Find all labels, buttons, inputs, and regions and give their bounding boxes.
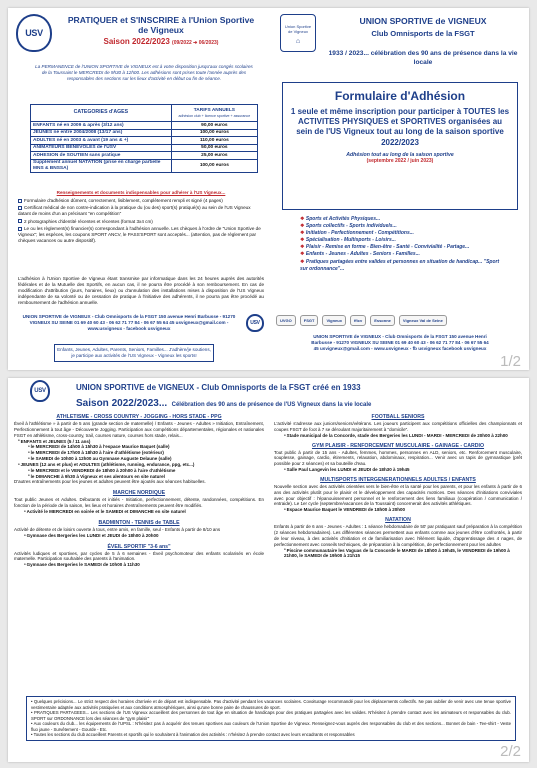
- note-text: Aux couleurs du club... les équipements de l'UPSL : N'hésitez pas à acquérir des tenues sportives aux couleurs de l'Union Sportive de Vigneux. Renseignez-vous auprès des responsables du club et des sections... Bonnet de bain - Tee-shirt - Veste fluo jaune - Survêtement - Gourde - Etc.: [31, 721, 511, 732]
- note-item: [31, 699, 511, 710]
- badminton-slot: ● Gymnase des Bergeries les LUNDI et JEUDI de 18h00 à 20h00: [24, 533, 264, 539]
- form-box: [282, 82, 518, 210]
- multisports-title: MULTISPORTS INTERGENERATIONNELS ADULTES / ENFANTS: [320, 476, 476, 483]
- natation-title: NATATION: [385, 517, 411, 524]
- athletics-text: Éveil à l'athlétisme » à partir de 5 ans (grande section de maternelle) / Enfants - Jeunes - Adultes » Initiation, Entraînement, Perfectionnement à tout âge - Découverte Jogging. Participation aux compétitions départementales, régionales et nationales FSGT en athlétisme, cross-country, trail, courses nature, courses hors stade, relais...: [14, 421, 264, 438]
- right-header: [328, 16, 518, 38]
- p2-season-line: [76, 393, 516, 411]
- activity-item: ❖ Initiation - Perfectionnement - Compétitions...: [300, 230, 500, 237]
- address-right: UNION SPORTIVE de VIGNEUX - Club Omnisports de la FSGT 150 avenue Henri Barbusse - 91270 VIGNEUX SU SEINE 01 69 40 60 43 - 06 62 71 77 84 - 06 67 55 64 45 usvigneux@gmail.com - www.usvigneux - fb usvigneux facebook usvigneux: [311, 334, 489, 351]
- form-note: Adhésion tout au long de la saison sportive: [346, 151, 454, 158]
- athletics-slot: ● le DIMANCHE à 9h30 à Vigneux et ses alentours en site naturel: [28, 474, 264, 480]
- doc-item-text: Le ou les règlement(s) financier(s) correspondant à l'adhésion annuelle. Les chèques à l'ordre de "Union Sportive de Vigneux"; les espèces, les coupons SPORT ANCV, le PASS'SPORT sont acceptés... (attention, pas de règlement par chèques vacances ou autre dispositif).: [18, 225, 261, 243]
- left-season: Saison 2022/2023 (09/2022 ➔ 06/2023): [103, 36, 219, 46]
- note-text: Quelques précisions... Le strict respect des horaires d'arrivée et de départ est indispensable. Pas d'activité pendant les vacances scolaires. Covoiturage recommandé pour les déplacements collectifs. Ne pas oublier de venir avec une tenue sportive vestimentaire adaptée aux activités pratiquées et aux conditions atmosphériques, ainsi qu'une bonne paire de chaussures de sport.: [31, 699, 512, 710]
- p2-header: [76, 383, 516, 411]
- athletics-slot: ● le SAMEDI de 10h00 à 12h00 au Gymnase Auguste Delaune (salle): [28, 456, 264, 462]
- page-2: [8, 378, 529, 762]
- doc-item-text: Formulaire d'adhésion dûment, correctement, lisiblement, complètement rempli et signé (4 pages): [24, 197, 223, 203]
- eveil-title: ÉVEIL SPORTIF "3-6 ans": [107, 543, 171, 550]
- activity-item: ❖ Pratiques partagées entre valides et personnes en situation de handicap... "Sport sur ordonnance"...: [300, 259, 500, 273]
- doc-item: [18, 219, 264, 225]
- table-row: [31, 129, 258, 137]
- doc-item-text: Certificat médical de non contre-indication à la pratique du (ou des) sport(s) pratiqué(s) au sein de l'US Vigneux datant de moins d'un an précisant "en compétition": [18, 205, 251, 217]
- table-row: [31, 152, 258, 160]
- table-row: [31, 122, 258, 130]
- football-slot: ● Stade municipal de la Concorde, stade des Bergeries les LUNDI - MARDI - MERCREDI de 20h00 à 22h00: [284, 433, 522, 439]
- tarif-category: ADULTES né en 2003 & avant (19 ans & +): [31, 137, 172, 145]
- docs-section: [18, 190, 264, 245]
- footer-small-box: Enfants, Jeunes, Adultes, Parents, Seniors, Familles... J'adhère/je soutiens, je participe aux activités de l'US Vigneux - Vigneux les sports!: [54, 344, 214, 362]
- natation-slot: ● Piscine communautaire les Vaguas de la Concorde le MARDI de 18h00 à 19h45, le VENDREDI de 19h00 à 21h00, le SAMEDI de 19h00 à 21h15: [284, 548, 522, 560]
- athletics-kids: ● ENFANTS et JEUNES (5 / 11 ans): [18, 439, 264, 445]
- left-header: [66, 16, 256, 46]
- checkbox-icon[interactable]: [18, 199, 22, 203]
- page-1: [8, 8, 529, 370]
- tarif-price: 90,00 euros: [171, 122, 257, 130]
- tarifs-table: [30, 104, 258, 173]
- note-item: [31, 721, 511, 732]
- gym-slot: ● Salle Paul Langevin les LUNDI et JEUDI de 18h30 à 19h45: [284, 467, 522, 473]
- eveil-text: Activités ludiques et sportives, par cycles de 5 à 6 semaines - Éveil psychomoteur des enfants scolarisés en école maternelle. Participation souhaitée des parents à l'animation.: [14, 550, 264, 562]
- p2-season: Saison 2022/2023...: [76, 398, 168, 409]
- gym-title: GYM PLAISIR - RENFORCEMENT MUSCULAIRE - GAINAGE - CARDIO: [311, 442, 485, 449]
- anniversary-text: 1933 / 2023... célébration des 90 ans de présence dans la vie locale: [328, 50, 518, 66]
- usv-logo-p2: USV: [30, 380, 50, 402]
- table-row: [31, 159, 258, 172]
- activity-item: ❖ Plaisir - Remise en forme - Bien-être - Santé - Convivialité - Partage...: [300, 244, 500, 251]
- doc-item: [18, 205, 264, 217]
- tarif-category: JEUNES né entre 2004/2008 (13/17 ans): [31, 129, 172, 137]
- checkbox-icon[interactable]: [18, 227, 22, 231]
- form-dates: (septembre 2022 / juin 2023): [366, 157, 434, 164]
- club-name: UNION SPORTIVE de VIGNEUX: [359, 16, 487, 26]
- sponsors-row: [276, 315, 522, 326]
- athletics-slot: ● le MERCREDI de 17h00 à 18h30 à l'aire d'athlétisme (extérieur): [28, 450, 264, 456]
- note-item: [31, 710, 511, 721]
- usv-logo: USV: [16, 14, 52, 52]
- note-item: [31, 732, 511, 738]
- table-row: [31, 137, 258, 145]
- activities-list: [300, 216, 500, 273]
- bullet-icon: •: [31, 699, 34, 704]
- info-text: L'adhésion à l'Union Sportive de Vigneux étant transmise par informatique dans les 24 heures auprès des autorités fédérales et de la Mutuelle des Sportifs, en aucun cas, il ne pourra être procédé à son remboursement. En cas de modification d'attribution (jours, horaires, lieux) ou d'annulation des installations mises à disposition de l'US Vigneux indépendante de sa volonté ou de cessation de pratique à l'initiative des adhérents, il ne pourra pas être procédé au remboursement de l'adhésion annuelle.: [18, 276, 264, 305]
- tarif-price: 100,00 euros: [171, 159, 257, 172]
- table-row: [31, 144, 258, 152]
- natation-text: Enfants à partir de 6 ans - Jeunes - Adultes : 1 séance hebdomadaire de 50' par pratiquant sauf préparation à la compétition (2 séances hebdomadaires). Les différentes séances permettent aux enfants comme aux jeunes d'être confrontés, à partir de leur niveau, à des activités d'initiation et de familiarisation avec l'élément liquide, d'apprentissage des 4 nages, de perfectionnement avec conseils techniques, de préparation à la compétition, de perfectionnement pour les adultes: [274, 524, 522, 547]
- athletics-slot: ● JEUNES (12 ans et plus) et ADULTES (athlétisme, running, endurance, ppg, etc...): [18, 462, 264, 468]
- notes-box: [26, 696, 516, 741]
- page-number-1: 1/2: [500, 353, 521, 370]
- sponsor-logo: FSGT: [300, 315, 319, 326]
- doc-item: [18, 198, 264, 204]
- bullet-icon: •: [31, 721, 34, 727]
- permanence-text: La PERMANENCE de l'UNION SPORTIVE de VIGNEUX est à votre disposition jusqu'aux congés scolaires de la Toussaint le MERCREDI de 9h30 à 12h00. Les adhésions sont prises toute l'année auprès des responsables des sections sur les lieux d'activité en début ou fin de séance.: [35, 64, 253, 81]
- football-title: FOOTBALL SENIORS: [371, 414, 425, 420]
- activity-item: ❖ Spécialisation - Multisports - Loisirs...: [300, 237, 500, 244]
- usv-small-logo: USV: [246, 314, 264, 332]
- right-club-logo: Union Sportive de Vigneux ⌂: [280, 14, 316, 52]
- marche-text: Tout public Jeunes et Adultes. Débutants et initiés - Initiation, perfectionnement, détente, randonnées, compétitions. En fonction de la période de la saison, les lieux et horaires d'entraînements peuvent être modifiés.: [14, 497, 264, 509]
- eveil-slot: ● Gymnase des Bergeries le SAMEDI de 10h00 à 11h30: [24, 562, 264, 568]
- athletics-extra: D'autres entraînements pour les jeunes et adultes peuvent être ajoutés aux séances habituelles.: [14, 479, 206, 485]
- sponsor-logo: fficv: [350, 315, 366, 326]
- tarif-price: 110,00 euros: [171, 137, 257, 145]
- p2-right-column: [274, 412, 522, 559]
- football-text: L'activité s'adresse aux juniors/seniors/vétérans. Les joueurs participent aux compétitions officielles des championnats et coupes FSGT de foot à 7 se déroulant majoritairement à "domicile".: [274, 421, 522, 432]
- left-title: PRATIQUER et S'INSCRIRE à l'Union Sportive de Vigneux: [67, 15, 255, 35]
- marche-slot: ● Activité le MERCREDI en soirée et le SAMEDI et DIMANCHE en site naturel: [24, 509, 264, 515]
- club-sub: Club Omnisports de la FSGT: [371, 29, 475, 38]
- multisports-text: Nouvelle section avec des activités orientées vers le bien-être et la santé pour les parents, et pour les enfants à partir de 6 ans des activités plutôt pour le plaisir et le développement des capacités motrices. Des séances d'initiations conviviales avec pour objectif : l'épanouissement personnel et le renforcement des liens familiaux (coopération / communication / entraide). Le 1er cycle (septembre/vacances de la Toussaint) concernerait des activités athlétiques.: [274, 483, 522, 507]
- note-text: Toutes les sections du club accueillent Parents et sportifs qui le souhaitent à l'animation des activités : n'hésitez à prendre contact avec leurs encadrants et responsables: [33, 732, 355, 738]
- tarif-category: ENFANTS né en 2009 & après (3/12 ans): [31, 122, 172, 130]
- tarif-price: 100,00 euros: [171, 129, 257, 137]
- sponsor-logo: Vigneux Val de Seine: [399, 315, 447, 326]
- left-footer: [18, 314, 264, 332]
- page-number-2: 2/2: [500, 743, 521, 760]
- athletics-slot: ● le MERCREDI de 14h00 à 15h30 à l'espace Maurice Baquet (salle): [28, 444, 264, 450]
- athletics-slot: ● le MERCREDI et le VENDREDI de 18h00 à 20h00 à l'aire d'athlétisme: [28, 468, 264, 474]
- form-title: Formulaire d'Adhésion: [334, 89, 466, 103]
- form-text: 1 seule et même inscription pour participer à TOUTES les ACTIVITES PHYSIQUES et SPORTIVES organisées au sein de l'US Vigneux tout au long de la saison sportive 2022/2023: [290, 107, 510, 147]
- p2-title: UNION SPORTIVE de VIGNEUX - Club Omnisports de la FSGT créé en 1933: [76, 383, 361, 392]
- activity-item: ❖ Sports collectifs - Sports individuels...: [300, 223, 500, 230]
- checkbox-icon[interactable]: [18, 206, 22, 210]
- activity-item: ❖ Sports et Activités Physiques...: [300, 216, 500, 223]
- gym-text: Tout public à partir de 15 ans - Adultes, femmes, hommes, personnes en ALD, seniors, etc. Renforcement musculaire, souplesse, gainage, cardio, étirements, relaxation, abdominaux, respiration... Venir avec un tapis de gymnastique (prêt possible pour 2 séances) et sa bouteille d'eau.: [274, 449, 522, 467]
- doc-item: [18, 226, 264, 244]
- tarif-price: 50,00 euros: [171, 144, 257, 152]
- badminton-title: BADMINTON - TENNIS de TABLE: [98, 519, 180, 526]
- table-header-tarif: TARIFS ANNUELS adhésion club + licence sportive + assurance: [171, 105, 257, 122]
- sponsor-logo: Vigneux: [322, 315, 346, 326]
- athletics-title: ATHLETISME - CROSS COUNTRY - JOGGING - HORS STADE - PPG: [56, 414, 222, 420]
- tarif-category: Supplément annuel NATATION (prise en charge partielle MNS & BNSSA): [31, 159, 172, 172]
- left-dates: (09/2022 ➔ 06/2023): [172, 39, 219, 46]
- p2-season-tail: Célébration des 90 ans de présence de l'US Vigneux dans la vie locale: [171, 402, 372, 408]
- checkbox-icon[interactable]: [18, 219, 22, 223]
- doc-item-text: 2 photographies d'identité récentes et récentes (format 3x4 cm): [24, 218, 153, 224]
- note-text: PRATIQUES PARTAGEES... Les sections de l'US Vigneux accueillent des personnes de tout âge en situation de handicaps pour des pratiques partagées avec les valides. N'hésitez à prendre contact avec les animateurs et responsables du club. SPORT sur ORDONNANCE lors des séances de "gym plaisir": [31, 710, 511, 721]
- multisports-slot: ● Espace Maurice Baquet le VENDREDI de 18h00 à 20h00: [284, 507, 522, 513]
- activity-item: ❖ Enfants - Jeunes - Adultes - Seniors - Familles...: [300, 251, 500, 258]
- marche-title: MARCHE NORDIQUE: [112, 490, 166, 497]
- tarif-price: 25,00 euros: [171, 152, 257, 160]
- p2-left-column: [14, 412, 264, 568]
- docs-title: Renseignements et documents indispensables pour adhérer à l'US Vigneux...: [56, 190, 226, 195]
- table-header-cat: CATEGORIES d'AGES: [31, 105, 172, 122]
- address-left: UNION SPORTIVE de VIGNEUX - Club Omnisports de la FSGT 150 avenue Henri Barbusse - 91270 VIGNEUX SU SEINE 01 69 40 60 43 - 06 62 71 77 84 - 06 67 55 64 45 usvigneux@gmail.com - www.usvigneux - facebook usvigneux: [22, 314, 236, 331]
- tarif-category: ANIMATEURS BENEVOLES de l'USV: [31, 144, 172, 152]
- tarif-category: ADHESION de SOUTIEN sans pratique: [31, 152, 172, 160]
- badminton-text: Activité de détente et de loisirs ouverte à tous, entre amis, en famille, seul - Enfants à partir de 8/10 ans: [14, 526, 221, 532]
- sponsor-logo: Essonne: [370, 315, 395, 326]
- sponsor-logo: UVGO: [276, 315, 296, 326]
- bullet-icon: •: [31, 732, 34, 738]
- right-column: [270, 12, 526, 368]
- bullet-icon: •: [31, 710, 35, 716]
